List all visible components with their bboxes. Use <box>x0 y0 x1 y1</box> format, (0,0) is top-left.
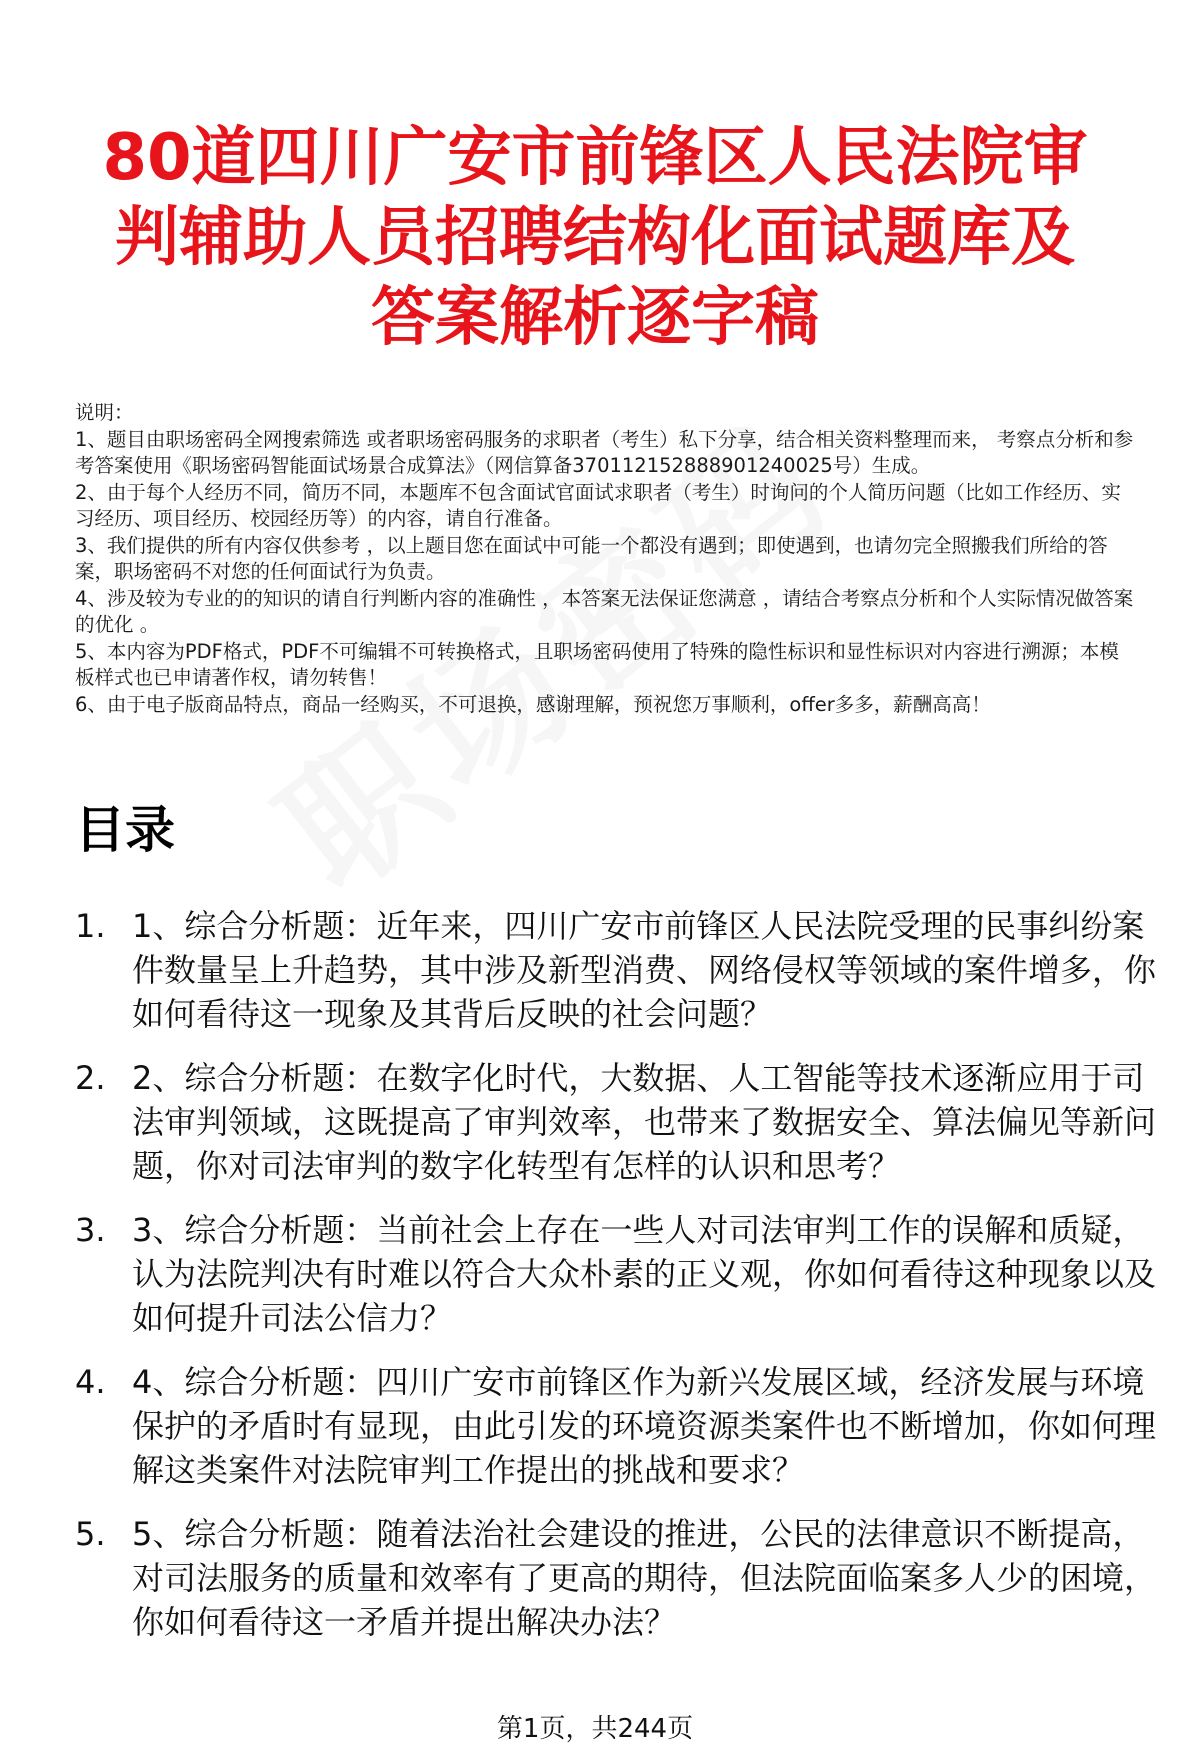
toc-item-text: 1、综合分析题：近年来，四川广安市前锋区人民法院受理的民事纠纷案件数量呈上升趋势，其中涉及新型消费、网络侵权等领域的案件增多，你如何看待这一现象及其背后反映的社会问题？ <box>132 907 1157 1033</box>
toc-item-number: 5. <box>75 1515 106 1553</box>
toc-item-number: 2. <box>75 1059 106 1097</box>
toc-item-1[interactable] <box>75 904 1170 1036</box>
toc-item-text: 2、综合分析题：在数字化时代，大数据、人工智能等技术逐渐应用于司法审判领域，这既提高了审判效率，也带来了数据安全、算法偏见等新问题，你对司法审判的数字化转型有怎样的认识和思考？ <box>132 1059 1157 1185</box>
toc-item-text: 5、综合分析题：随着法治社会建设的推进，公民的法律意识不断提高，对司法服务的质量和效率有了更高的期待，但法院面临案多人少的困境，你如何看待这一矛盾并提出解决办法？ <box>132 1515 1157 1641</box>
note-item-6: 6、由于电子版商品特点，商品一经购买，不可退换，感谢理解，预祝您万事顺利，offer多多，薪酬高高！ <box>75 692 991 716</box>
note-item-5: 5、本内容为PDF格式，PDF不可编辑不可转换格式，且职场密码使用了特殊的隐性标识和显性标识对内容进行溯源；本模板样式也已申请著作权，请勿转售！ <box>75 639 1119 689</box>
toc-item-4[interactable] <box>75 1360 1170 1492</box>
toc-item-number: 3. <box>75 1211 106 1249</box>
note-item-2: 2、由于每个人经历不同，简历不同，本题库不包含面试官面试求职者（考生）时询问的个人简历问题（比如工作经历、实习经历、项目经历、校园经历等）的内容，请自行准备。 <box>75 480 1121 530</box>
notes-section <box>75 400 1135 718</box>
document-title: 80道四川广安市前锋区人民法院审判辅助人员招聘结构化面试题库及答案解析逐字稿 <box>102 121 1088 355</box>
toc-item-5[interactable] <box>75 1512 1170 1644</box>
notes-heading: 说明： <box>75 401 134 424</box>
toc-item-text: 4、综合分析题：四川广安市前锋区作为新兴发展区域，经济发展与环境保护的矛盾时有显现，由此引发的环境资源类案件也不断增加，你如何理解这类案件对法院审判工作提出的挑战和要求？ <box>132 1363 1157 1489</box>
toc-item-text: 3、综合分析题：当前社会上存在一些人对司法审判工作的误解和质疑，认为法院判决有时难以符合大众朴素的正义观，你如何看待这种现象以及如何提升司法公信力？ <box>132 1211 1157 1337</box>
note-item-3: 3、我们提供的所有内容仅供参考 ，以上题目您在面试中可能一个都没有遇到；即使遇到，也请勿完全照搬我们所给的答案，职场密码不对您的任何面试行为负责。 <box>75 533 1108 583</box>
toc-list <box>75 904 1170 1664</box>
toc-item-2[interactable] <box>75 1056 1170 1188</box>
toc-item-number: 1. <box>75 907 106 945</box>
toc-item-3[interactable] <box>75 1208 1170 1340</box>
toc-heading: 目录 <box>75 801 175 859</box>
note-item-1: 1、题目由职场密码全网搜索筛选 或者职场密码服务的求职者（考生）私下分享，结合相关资料整理而来， 考察点分析和参考答案使用《职场密码智能面试场景合成算法》（网信算备370112152888901240025号）生成。 <box>75 427 1134 477</box>
page-footer: 第1页，共244页 <box>496 1714 694 1744</box>
note-item-4: 4、涉及较为专业的的知识的请自行判断内容的准确性 ，本答案无法保证您满意 ，请结合考察点分析和个人实际情况做答案的优化 。 <box>75 586 1134 636</box>
toc-item-number: 4. <box>75 1363 106 1401</box>
